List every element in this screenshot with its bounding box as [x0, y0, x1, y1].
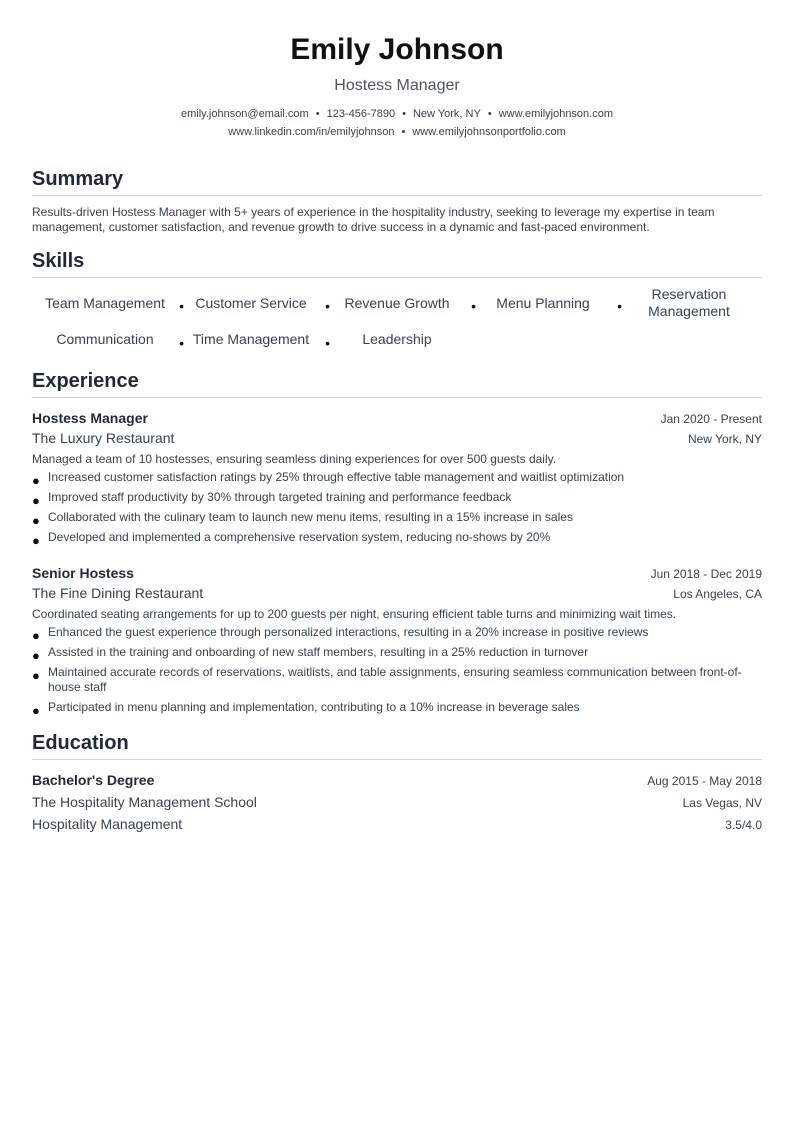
list-item — [32, 665, 762, 695]
skill-item — [178, 286, 330, 320]
edu-gpa: 3.5/4.0 — [725, 818, 762, 832]
skill-item — [324, 286, 476, 320]
experience-section — [32, 369, 762, 718]
job-company-row — [32, 583, 762, 604]
resume-page — [32, 0, 762, 836]
skill-label: Revenue Growth — [344, 294, 450, 311]
skill-item — [324, 330, 470, 349]
job-company: The Fine Dining Restaurant — [32, 585, 204, 601]
job-description: Managed a team of 10 hostesses, ensuring seamless dining experiences for over 500 guests daily. — [32, 452, 557, 466]
list-item — [32, 645, 762, 663]
bullet-dot: ● — [32, 493, 40, 508]
skill-label: Customer Service — [195, 294, 307, 311]
contact-info — [32, 105, 762, 141]
bullet-text: Assisted in the training and onboarding of new staff members, resulting in a 25% reduction in turnover — [48, 645, 589, 659]
skill-item — [616, 286, 762, 320]
summary-heading: Summary — [32, 167, 762, 196]
experience-heading: Experience — [32, 369, 762, 398]
bullet-dot: ● — [32, 703, 40, 718]
bullet-dot: ● — [32, 513, 40, 528]
job-title: Hostess Manager — [32, 410, 148, 426]
bullet-dot: ● — [32, 533, 40, 548]
skill-item — [32, 286, 184, 320]
skill-label: Time Management — [192, 331, 310, 347]
bullet-text: Increased customer satisfaction ratings by 25% through effective table management and waitlist optimization — [48, 470, 625, 484]
bullet-text: Maintained accurate records of reservations, waitlists, and table assignments, ensuring seamless communication between front-of-house staff — [48, 665, 742, 694]
skill-item — [178, 330, 330, 351]
contact-email: emily.johnson@email.com — [180, 108, 309, 120]
bullet-dot: • — [471, 297, 476, 314]
skill-item — [32, 330, 184, 351]
summary-text: Results-driven Hostess Manager with 5+ years of experience in the hospitality industry, seeking to leverage my expertise in team management, customer satisfaction, and revenue growth to drive success in a dynamic and fast-paced environment. — [32, 205, 715, 234]
contact-linkedin: www.linkedin.com/in/emilyjohnson — [228, 126, 395, 138]
list-item — [32, 625, 762, 643]
education-entry — [32, 770, 762, 836]
job-entry — [32, 563, 762, 718]
candidate-name: Emily Johnson — [290, 33, 504, 66]
bullet-dot: • — [325, 297, 330, 314]
job-location: Los Angeles, CA — [673, 587, 762, 601]
bullet-text: Collaborated with the culinary team to launch new menu items, resulting in a 15% increase in sales — [48, 510, 573, 524]
contact-portfolio: www.emilyjohnsonportfolio.com — [412, 126, 566, 138]
edu-school-row — [32, 792, 762, 814]
job-location: New York, NY — [687, 432, 762, 446]
bullet-text: Enhanced the guest experience through personalized interactions, resulting in a 20% increase in positive reviews — [48, 625, 649, 639]
bullet-text: Improved staff productivity by 30% through targeted training and performance feedback — [48, 490, 512, 504]
contact-phone: 123-456-7890 — [326, 108, 396, 120]
contact-location: New York, NY — [412, 108, 481, 120]
job-bullets — [32, 625, 762, 718]
skill-label: Team Management — [45, 294, 165, 311]
bullet-text: Developed and implemented a comprehensive reservation system, reducing no-shows by 20% — [48, 530, 551, 544]
bullet-dot: • — [179, 297, 184, 314]
skill-item — [470, 286, 622, 320]
bullet-dot: ● — [32, 628, 40, 643]
bullet-dot: • — [179, 334, 184, 351]
bullet-dot: ● — [32, 648, 40, 663]
contact-website: www.emilyjohnson.com — [498, 108, 614, 120]
job-dates: Jan 2020 - Present — [660, 412, 762, 426]
bullet-dot: ● — [32, 668, 40, 683]
edu-field-row — [32, 814, 762, 836]
skill-label: Reservation Management — [648, 286, 730, 319]
job-bullets — [32, 470, 762, 548]
bullet-dot: • — [325, 334, 330, 351]
bullet-dot: • — [617, 297, 622, 314]
education-section — [32, 731, 762, 836]
separator-dot: • — [401, 126, 406, 138]
separator-dot: • — [487, 108, 492, 120]
list-item — [32, 470, 762, 488]
separator-dot: • — [402, 108, 406, 120]
list-item — [32, 510, 762, 528]
separator-dot: • — [315, 108, 320, 120]
edu-location: Las Vegas, NV — [682, 796, 762, 810]
edu-school: The Hospitality Management School — [32, 794, 257, 810]
skill-label: Menu Planning — [496, 294, 590, 311]
edu-degree-row — [32, 770, 762, 792]
list-item — [32, 490, 762, 508]
resume-header — [32, 30, 762, 141]
job-company: The Luxury Restaurant — [32, 430, 175, 446]
job-header-row — [32, 408, 762, 428]
job-header-row — [32, 563, 762, 583]
bullet-text: Participated in menu planning and implementation, contributing to a 10% increase in beverage sales — [48, 700, 580, 714]
job-company-row — [32, 428, 762, 449]
summary-section — [32, 167, 762, 235]
list-item — [32, 530, 762, 548]
list-item — [32, 700, 762, 718]
job-description: Coordinated seating arrangements for up to 200 guests per night, ensuring efficient table turns and minimizing wait times. — [32, 607, 677, 621]
job-title: Senior Hostess — [32, 565, 134, 581]
bullet-dot: ● — [32, 473, 40, 488]
contact-row-1 — [32, 105, 762, 123]
skill-label: Leadership — [362, 331, 432, 347]
skills-grid — [32, 286, 762, 349]
candidate-title: Hostess Manager — [334, 77, 460, 94]
skills-section — [32, 249, 762, 349]
edu-degree: Bachelor's Degree — [32, 772, 155, 788]
education-heading: Education — [32, 731, 762, 760]
skill-label: Communication — [56, 331, 154, 347]
edu-field: Hospitality Management — [32, 816, 183, 832]
edu-dates: Aug 2015 - May 2018 — [647, 774, 762, 788]
job-dates: Jun 2018 - Dec 2019 — [650, 567, 762, 581]
contact-row-2 — [32, 123, 762, 141]
skills-heading: Skills — [32, 249, 762, 278]
job-entry — [32, 408, 762, 548]
